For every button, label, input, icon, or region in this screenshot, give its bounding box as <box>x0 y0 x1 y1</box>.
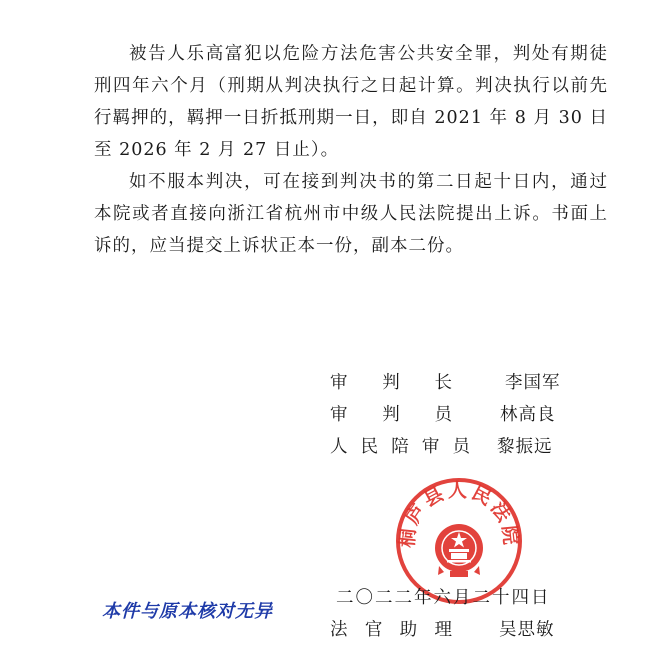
title-char: 审 <box>421 437 440 457</box>
title-char: 长 <box>434 373 452 393</box>
national-emblem-icon <box>435 524 483 577</box>
signature-name: 李国军 <box>505 373 561 393</box>
title-char: 判 <box>382 405 400 425</box>
signature-row-judge <box>330 400 570 430</box>
title-char: 人 <box>330 437 348 457</box>
title-char: 助 <box>399 620 418 640</box>
signature-row-chief-judge <box>330 368 570 398</box>
signature-title <box>330 432 470 462</box>
signature-row-juror <box>330 432 570 462</box>
title-char: 民 <box>360 437 379 457</box>
sentence-paragraph: 被告人乐高富犯以危险方法危害公共安全罪，判处有期徒刑四年六个月（刑期从判决执行之日起计算。判决执行以前先行羁押的，羁押一日折抵刑期一日，即自 2021 年 8 月 30 日至 2026 年 2 月 27 日止）。 <box>94 44 608 160</box>
signature-row-assistant <box>330 615 570 645</box>
title-char: 法 <box>330 620 348 640</box>
title-char: 判 <box>382 373 400 393</box>
signature-name: 林高良 <box>500 405 556 425</box>
title-char: 审 <box>330 405 348 425</box>
signature-name: 吴思敏 <box>499 620 555 640</box>
title-char: 官 <box>364 620 383 640</box>
title-char: 陪 <box>391 437 409 457</box>
judgment-date: 二〇二二年六月二十四日 <box>336 588 551 608</box>
svg-text:桐庐县人民法院: 桐庐县人民法院 <box>396 479 522 549</box>
verification-stamp: 本件与原本核对无异 <box>102 601 273 621</box>
signature-title <box>330 368 452 398</box>
title-char: 员 <box>452 437 470 457</box>
signature-title <box>330 615 452 645</box>
appeal-paragraph: 如不服本判决，可在接到判决书的第二日起十日内，通过本院或者直接向浙江省杭州市中级人民法院提出上诉。书面上诉的，应当提交上诉状正本一份，副本二份。 <box>94 172 608 256</box>
signature-title <box>330 400 452 430</box>
title-char: 员 <box>434 405 452 425</box>
signature-name: 黎振远 <box>497 437 553 457</box>
title-char: 理 <box>434 620 452 640</box>
title-char: 审 <box>330 373 348 393</box>
